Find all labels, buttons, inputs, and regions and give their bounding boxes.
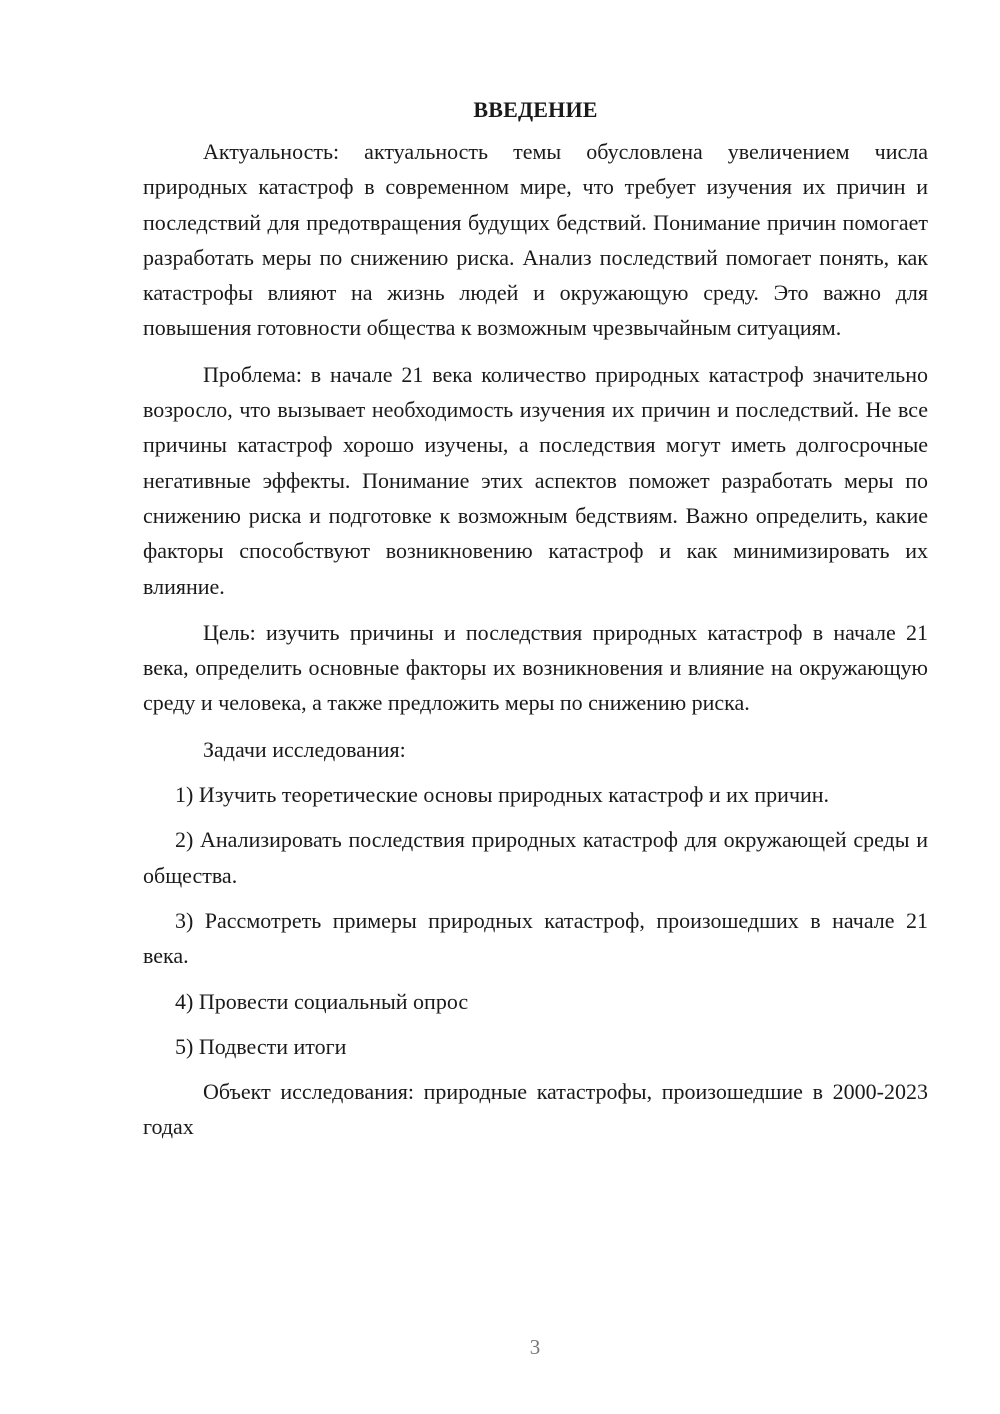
task-item-2: 2) Анализировать последствия природных катастроф для окружающей среды и общества. <box>143 827 928 888</box>
task-item-5: 5) Подвести итоги <box>175 1033 347 1059</box>
task-item-1: 1) Изучить теоретические основы природных катастроф и их причин. <box>175 782 830 808</box>
page-number: 3 <box>529 1335 541 1359</box>
tasks-heading: Задачи исследования: <box>203 736 406 762</box>
paragraph-relevance: Актуальность: актуальность темы обусловлена увеличением числа природных катастроф в современном мире, что требует изучения их причин и последствий для предотвращения будущих бедствий. Понимание причин помогает разработать меры по снижению риска. Анализ последствий помогает понять, как катастрофы влияют на жизнь людей и окружающую среду. Это важно для повышения готовности общества к возможным чрезвычайным ситуациям. <box>143 139 928 341</box>
paragraph-object: Объект исследования: природные катастрофы, произошедшие в 2000-2023 годах <box>143 1079 928 1140</box>
section-title: ВВЕДЕНИЕ <box>473 97 598 122</box>
task-item-3: 3) Рассмотреть примеры природных катастроф, произошедших в начале 21 века. <box>143 907 928 969</box>
paragraph-goal: Цель: изучить причины и последствия природных катастроф в начале 21 века, определить основные факторы их возникновения и влияние на окружающую среду и человека, а также предложить меры по снижению риска. <box>143 619 928 716</box>
page-content <box>143 95 928 1145</box>
paragraph-problem: Проблема: в начале 21 века количество природных катастроф значительно возросло, что вызывает необходимость изучения их причин и последствий. Не все причины катастроф хорошо изучены, а последствия могут иметь долгосрочные негативные эффекты. Понимание этих аспектов поможет разработать меры по снижению риска и подготовке к возможным бедствиям. Важно определить, какие факторы способствуют возникновению катастроф и как минимизировать их влияние. <box>143 361 928 599</box>
task-item-4: 4) Провести социальный опрос <box>175 988 469 1014</box>
